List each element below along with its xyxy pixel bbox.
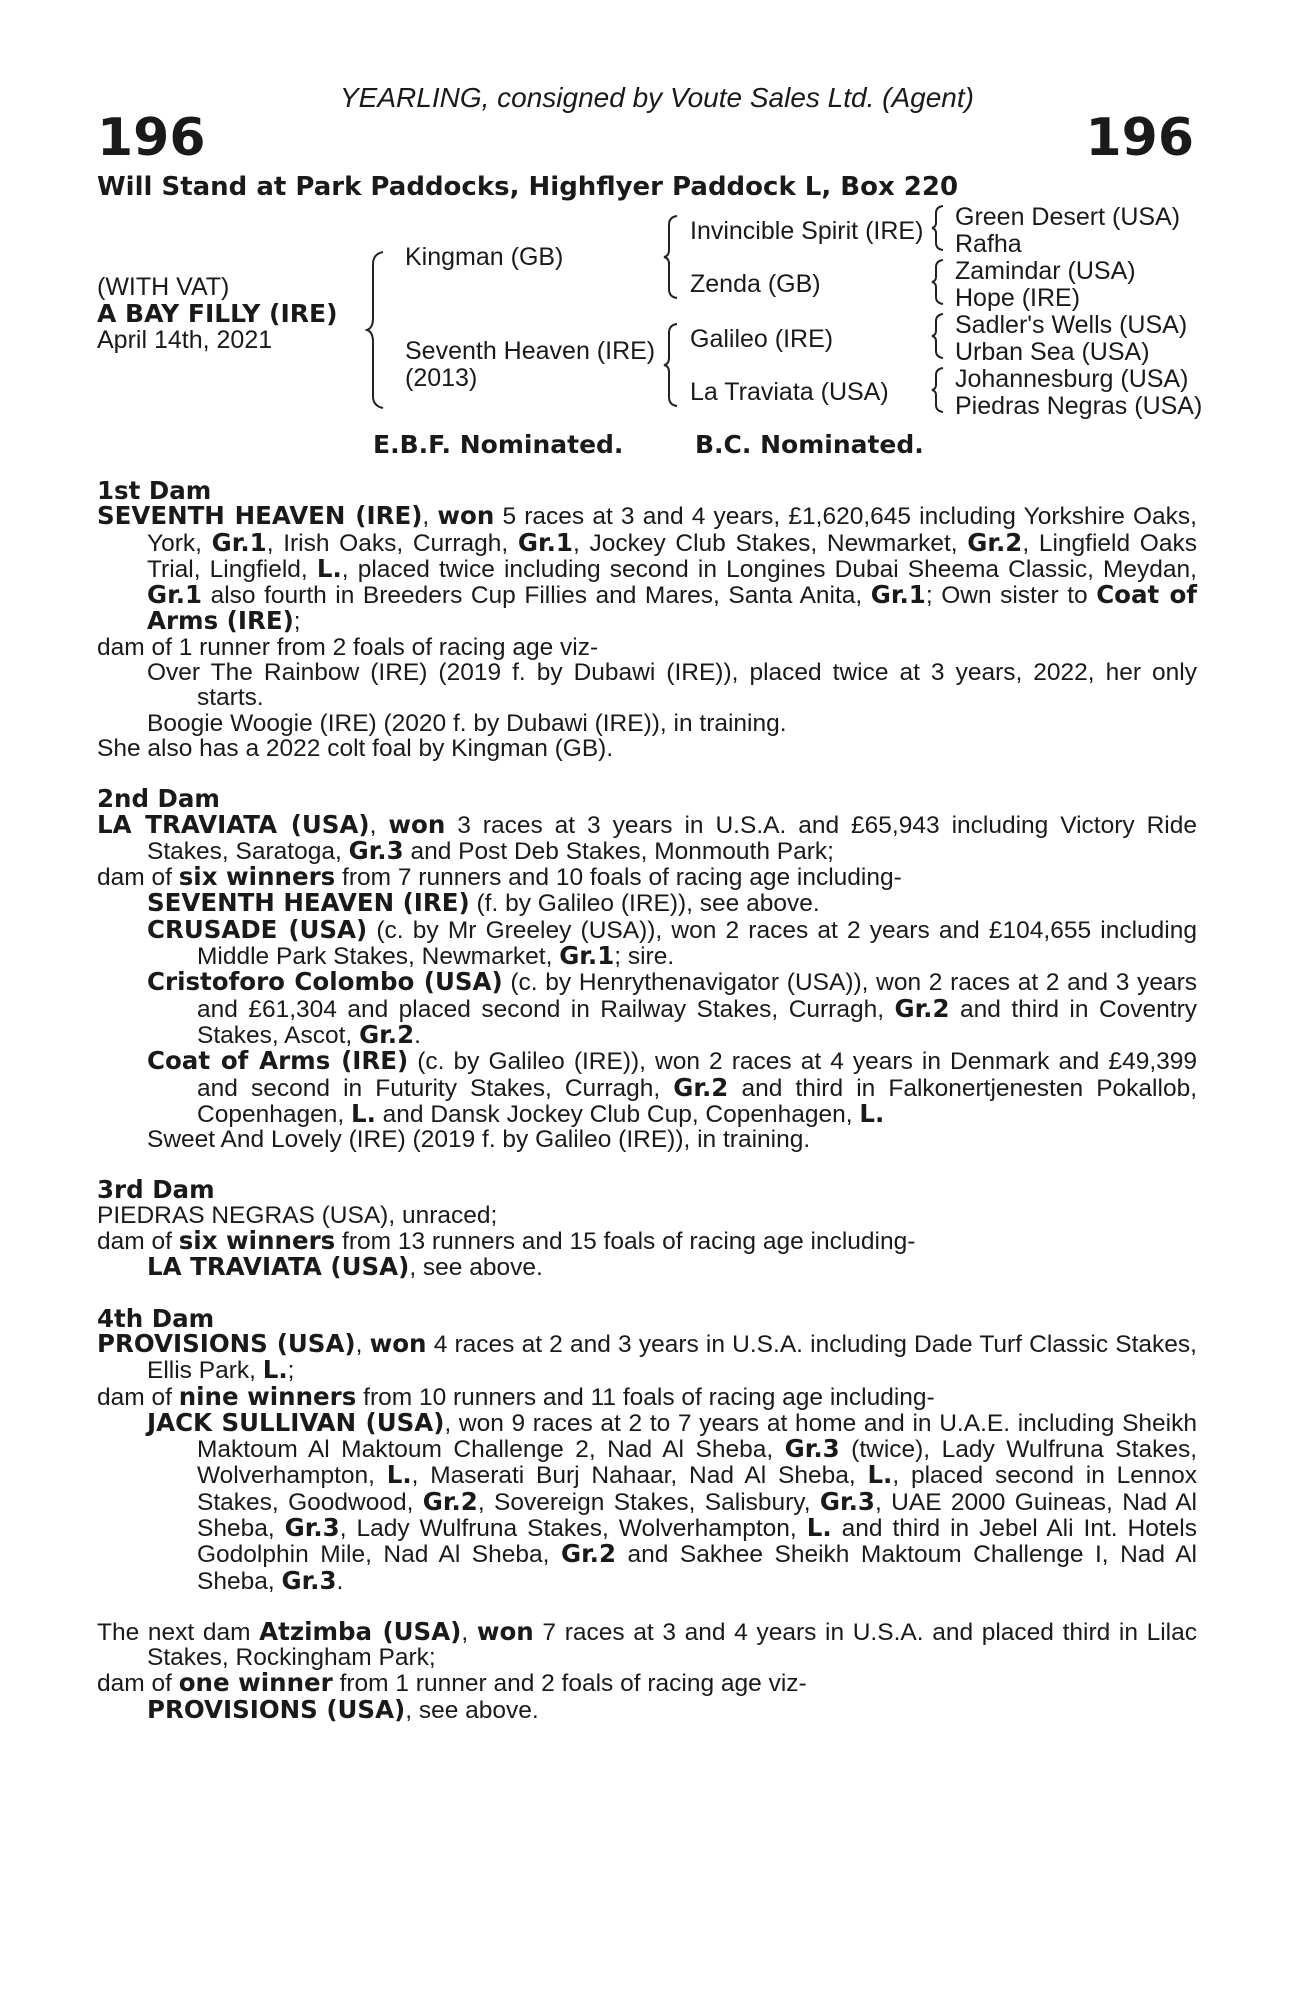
pedigree-ggp-5: Sadler's Wells (USA) <box>955 311 1188 339</box>
vat-note: (WITH VAT) <box>97 273 230 301</box>
third-dam-entry: PIEDRAS NEGRAS (USA), unraced; <box>97 1201 498 1229</box>
pedigree-brace-g3-2 <box>931 258 947 306</box>
next-dam-produce-summary: dam of one winner from 1 runner and 2 foals of racing age viz- <box>97 1668 807 1698</box>
next-dam-produce-1: PROVISIONS (USA), see above. <box>147 1694 539 1724</box>
pedigree-granddam-1: Zenda (GB) <box>690 270 821 298</box>
stabling-location: Will Stand at Park Paddocks, Highflyer Paddock L, Box 220 <box>97 172 959 202</box>
fourth-dam-produce-summary: dam of nine winners from 10 runners and 11 foals of racing age including- <box>97 1381 935 1411</box>
pedigree-ggp-4: Hope (IRE) <box>955 284 1081 312</box>
second-dam-produce-summary: dam of six winners from 7 runners and 10 foals of racing age including- <box>97 862 902 892</box>
first-dam-produce-2: Boogie Woogie (IRE) (2020 f. by Dubawi (IRE)), in training. <box>147 709 787 737</box>
pedigree-ggp-8: Piedras Negras (USA) <box>955 392 1203 420</box>
second-dam-produce-1: SEVENTH HEAVEN (IRE) (f. by Galileo (IRE)), see above. <box>147 888 820 918</box>
pedigree-ggp-7: Johannesburg (USA) <box>955 365 1189 393</box>
pedigree-brace-main <box>365 250 389 410</box>
section-heading-2nd-dam: 2nd Dam <box>97 784 220 814</box>
section-heading-1st-dam: 1st Dam <box>97 476 212 505</box>
foaling-date: April 14th, 2021 <box>97 326 273 354</box>
bc-nomination: B.C. Nominated. <box>695 430 924 459</box>
pedigree-dam: Seventh Heaven (IRE) <box>405 337 656 365</box>
lot-title: A BAY FILLY (IRE) <box>97 299 338 328</box>
second-dam-entry: LA TRAVIATA (USA), won 3 races at 3 years in U.S.A. and £65,943 including Victory Ride Stakes, Saratoga, Gr.3 and Post Deb Stakes, Monmouth Park; <box>97 809 1197 865</box>
third-dam-produce-1: LA TRAVIATA (USA), see above. <box>147 1252 543 1282</box>
third-dam-produce-summary: dam of six winners from 13 runners and 15 foals of racing age including- <box>97 1226 916 1256</box>
next-dam-entry: The next dam Atzimba (USA), won 7 races at 3 and 4 years in U.S.A. and placed third in Lilac Stakes, Rockingham Park; <box>97 1616 1198 1672</box>
section-heading-3rd-dam: 3rd Dam <box>97 1175 215 1205</box>
second-dam-produce-2: CRUSADE (USA) (c. by Mr Greeley (USA)), won 2 races at 2 years and £104,655 including Middle Park Stakes, Newmarket, Gr.1; sire. <box>147 914 1197 971</box>
fourth-dam-produce-1: JACK SULLIVAN (USA), won 9 races at 2 to 7 years at home and in U.A.E. including Sheikh Maktoum Al Maktoum Challenge 2, Nad Al Sheba, Gr.3 (twice), Lady Wulfruna Stakes, Wolverhampton, L., Maserati Burj Nahaar, Nad Al Sheba, L., placed second in Lennox Stakes, Goodwood, Gr.2, Sovereign Stakes, Salisbury, Gr.3, UAE 2000 Guineas, Nad Al Sheba, Gr.3, Lady Wulfruna Stakes, Wolverhampton, L. and third in Jebel Ali Int. Hotels Godolphin Mile, Nad Al Sheba, Gr.2 and Sakhee Sheikh Maktoum Challenge I, Nad Al Sheba, Gr.3. <box>147 1407 1198 1595</box>
first-dam-produce-1: Over The Rainbow (IRE) (2019 f. by Dubawi (IRE)), placed twice at 3 years, 2022, her only starts. <box>147 659 1197 712</box>
section-heading-4th-dam: 4th Dam <box>97 1303 215 1333</box>
pedigree-ggp-1: Green Desert (USA) <box>955 203 1181 231</box>
first-dam-produce-summary: dam of 1 runner from 2 foals of racing age viz- <box>97 633 599 661</box>
pedigree-grandsire-1: Invincible Spirit (IRE) <box>690 217 924 245</box>
pedigree-ggp-3: Zamindar (USA) <box>955 257 1136 285</box>
second-dam-produce-5: Sweet And Lovely (IRE) (2019 f. by Galileo (IRE)), in training. <box>147 1126 811 1154</box>
pedigree-sire: Kingman (GB) <box>405 243 564 271</box>
consignor-line: YEARLING, consigned by Voute Sales Ltd. (Agent) <box>340 82 974 113</box>
lot-number-left: 196 <box>97 108 206 168</box>
second-dam-produce-3: Cristoforo Colombo (USA) (c. by Henrythenavigator (USA)), won 2 races at 2 and 3 years and £61,304 and placed second in Railway Stakes, Curragh, Gr.2 and third in Coventry Stakes, Ascot, Gr.2. <box>147 967 1197 1049</box>
pedigree-ggp-6: Urban Sea (USA) <box>955 338 1150 366</box>
pedigree-brace-g3-1 <box>931 204 947 252</box>
ebf-nomination: E.B.F. Nominated. <box>373 430 624 459</box>
lot-number-right: 196 <box>1085 108 1194 168</box>
pedigree-grandsire-2: Galileo (IRE) <box>690 325 834 353</box>
fourth-dam-entry: PROVISIONS (USA), won 4 races at 2 and 3 years in U.S.A. including Dade Turf Classic Stakes, Ellis Park, L.; <box>97 1328 1197 1385</box>
pedigree-granddam-2: La Traviata (USA) <box>690 378 889 406</box>
pedigree-brace-sire <box>663 214 681 300</box>
pedigree-brace-g3-4 <box>931 366 947 414</box>
catalogue-body <box>97 478 1197 1723</box>
second-dam-produce-4: Coat of Arms (IRE) (c. by Galileo (IRE)), won 2 races at 4 years in Denmark and £49,399 and second in Futurity Stakes, Curragh, Gr.2 and third in Falkonertjenesten Pokallob, Copenhagen, L. and Dansk Jockey Club Cup, Copenhagen, L. <box>147 1046 1198 1128</box>
pedigree-brace-dam <box>663 322 681 408</box>
pedigree-ggp-2: Rafha <box>955 230 1022 258</box>
first-dam-note: She also has a 2022 colt foal by Kingman (GB). <box>97 734 614 762</box>
pedigree-brace-g3-3 <box>931 312 947 360</box>
pedigree-dam-year: (2013) <box>405 364 478 392</box>
first-dam-entry: SEVENTH HEAVEN (IRE), won 5 races at 3 and 4 years, £1,620,645 including Yorkshire Oaks, York, Gr.1, Irish Oaks, Curragh, Gr.1, Jockey Club Stakes, Newmarket, Gr.2, Lingfield Oaks Trial, Lingfield, L., placed twice including second in Longines Dubai Sheema Classic, Meydan, Gr.1 also fourth in Breeders Cup Fillies and Mares, Santa Anita, Gr.1; Own sister to Coat of Arms (IRE); <box>97 501 1198 636</box>
